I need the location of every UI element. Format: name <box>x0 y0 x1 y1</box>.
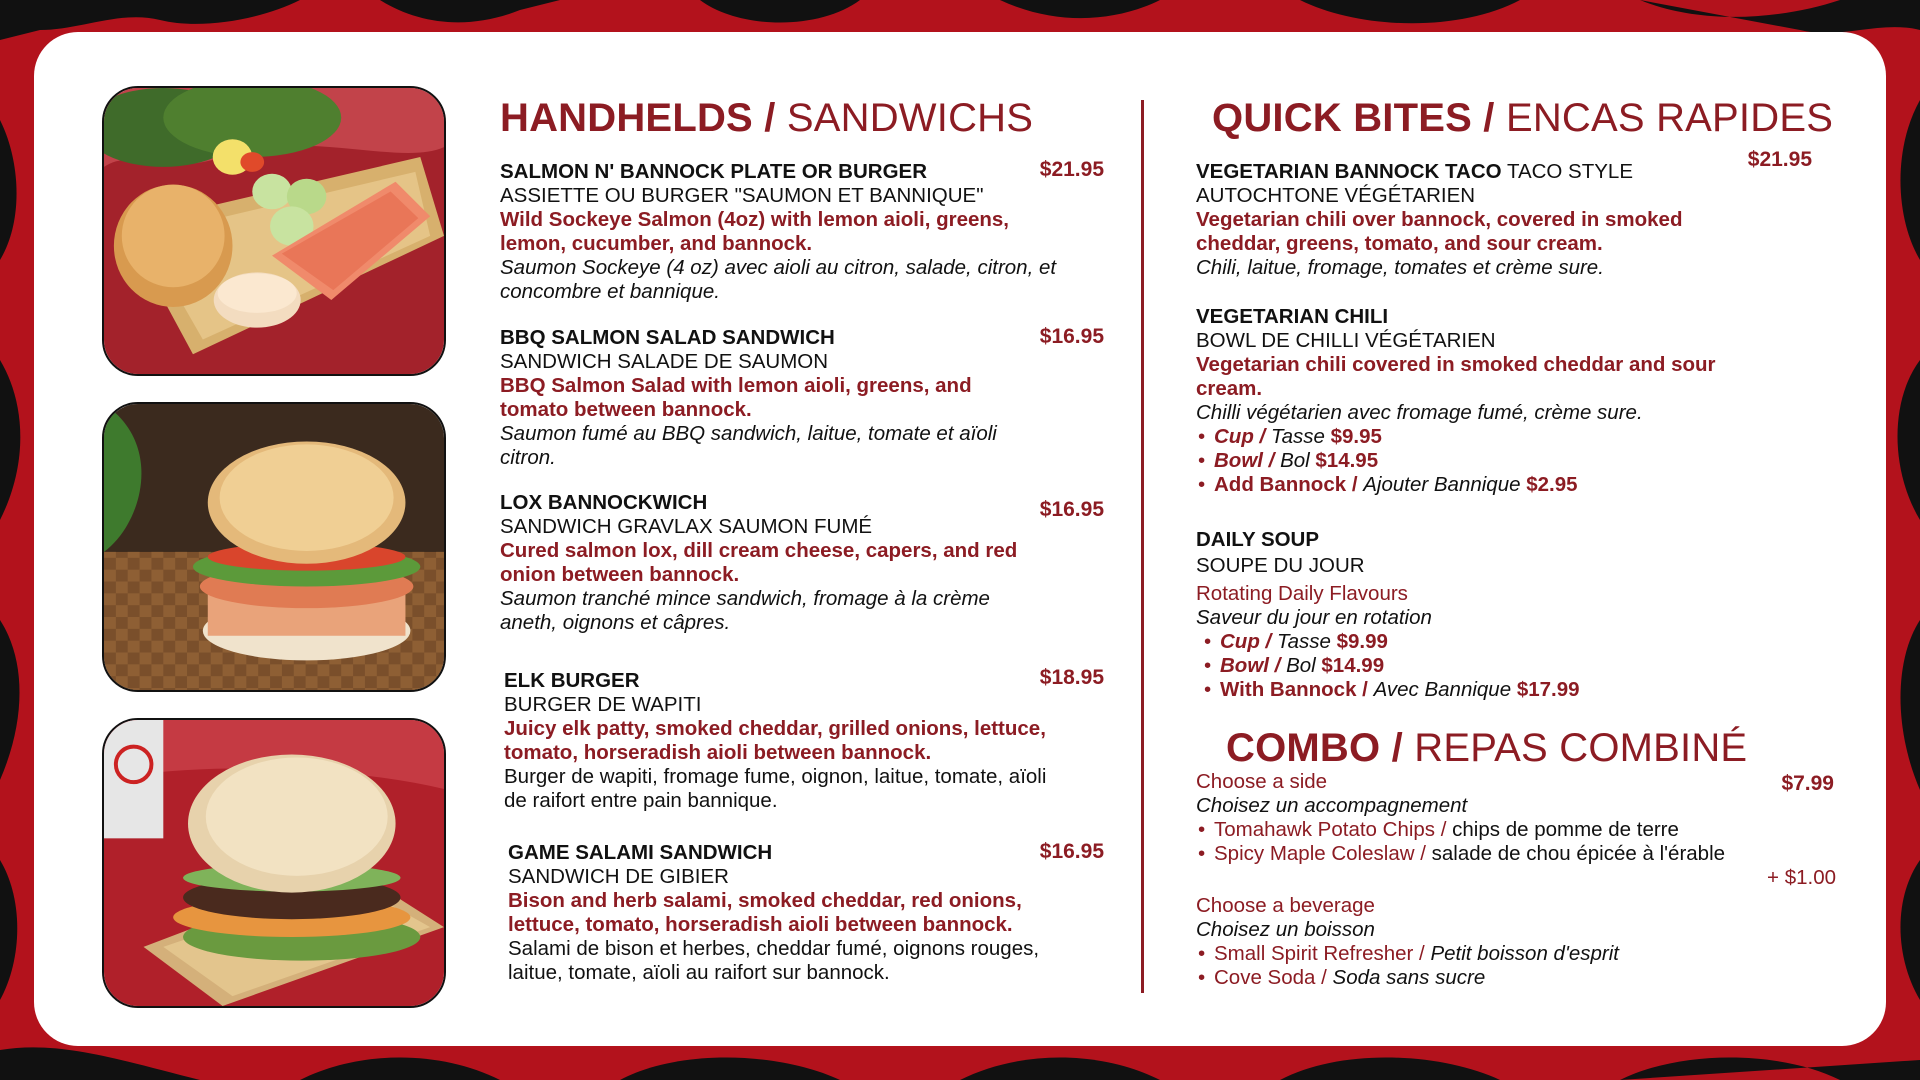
salmon-burger-photo <box>102 402 446 692</box>
menu-item-daily-soup <box>1196 528 1756 702</box>
item-name-fr: SANDWICH SALADE DE SAUMON <box>500 350 829 373</box>
bev-cove-soda: • Cove Soda / Soda sans sucre <box>1214 966 1836 990</box>
item-desc-en: Vegetarian chili over bannock, covered in smoked cheddar, greens, tomato, and sour cream. <box>1196 208 1683 255</box>
menu-item-game-salami <box>508 841 1048 985</box>
menu-item-veg-taco <box>1196 160 1756 280</box>
item-name-en: DAILY SOUP <box>1196 528 1320 551</box>
menu-item-salmon-bannock <box>500 160 1060 304</box>
item-name-en: VEGETARIAN BANNOCK TACO <box>1196 160 1502 183</box>
item-desc-en: Bison and herb salami, smoked cheddar, red onions, lettuce, tomato, horseradish aioli between bannock. <box>508 889 1022 936</box>
price-combo: $7.99 <box>1781 772 1834 795</box>
option-bowl: • Bowl / Bol $14.95 <box>1214 449 1776 473</box>
combo-title-en: COMBO / <box>1226 726 1403 770</box>
item-name-fr: SANDWICH DE GIBIER <box>508 865 729 888</box>
option-with-bannock: • With Bannock / Avec Bannique $17.99 <box>1220 678 1756 702</box>
item-name-en: ELK BURGER <box>504 669 640 692</box>
handhelds-title-fr: SANDWICHS <box>786 96 1034 140</box>
price-salmon-bannock: $21.95 <box>1039 158 1104 181</box>
option-cup: • Cup / Tasse $9.99 <box>1220 630 1756 654</box>
item-name-fr: ASSIETTE OU BURGER "SAUMON ET BANNIQUE" <box>500 184 984 207</box>
item-name-en: GAME SALAMI SANDWICH <box>508 841 773 864</box>
price-lox: $16.95 <box>1039 498 1104 521</box>
combo-bev-en: Choose a beverage <box>1196 894 1375 917</box>
quick-bites-title-fr: ENCAS RAPIDES <box>1505 96 1834 140</box>
item-desc-fr: Chilli végétarien avec fromage fumé, crème sure. <box>1196 401 1643 424</box>
salmon-plate-photo <box>102 86 446 376</box>
price-game-salami: $16.95 <box>1039 840 1104 863</box>
elk-burger-photo <box>102 718 446 1008</box>
option-add-bannock: • Add Bannock / Ajouter Bannique $2.95 <box>1214 473 1776 497</box>
item-desc-en: Cured salmon lox, dill cream cheese, capers, and red onion between bannock. <box>500 539 1018 586</box>
side-chips: • Tomahawk Potato Chips / chips de pomme de terre <box>1214 818 1836 842</box>
item-name-en: VEGETARIAN CHILI <box>1196 305 1389 328</box>
soup-options <box>1196 630 1756 702</box>
item-desc-fr: Saveur du jour en rotation <box>1196 606 1432 629</box>
item-name-en: LOX BANNOCKWICH <box>500 491 708 514</box>
side-coleslaw: • Spicy Maple Coleslaw / salade de chou épicée à l'érable <box>1214 842 1836 866</box>
item-desc-fr: Saumon fumé au BBQ sandwich, laitue, tomate et aïoli citron. <box>500 422 997 469</box>
price-bbq-salmon: $16.95 <box>1039 325 1104 348</box>
quick-bites-title <box>1212 96 1833 141</box>
item-desc-en: Rotating Daily Flavours <box>1196 582 1408 605</box>
handhelds-title-en: HANDHELDS / <box>500 96 776 140</box>
menu-item-elk-burger <box>504 669 1054 813</box>
combo-side-extra: + $1.00 <box>1767 866 1836 889</box>
item-desc-en: BBQ Salmon Salad with lemon aioli, greens, and tomato between bannock. <box>500 374 972 421</box>
item-name-en: BBQ SALMON SALAD SANDWICH <box>500 326 835 349</box>
price-veg-taco: $21.95 <box>1747 148 1812 171</box>
item-name-fr: SANDWICH GRAVLAX SAUMON FUMÉ <box>500 515 873 538</box>
handhelds-title <box>500 96 1033 141</box>
item-name-fr: AUTOCHTONE VÉGÉTARIEN <box>1196 184 1476 207</box>
price-elk-burger: $18.95 <box>1039 666 1104 689</box>
item-desc-en: Juicy elk patty, smoked cheddar, grilled onions, lettuce, tomato, horseradish aioli between bannock. <box>504 717 1046 764</box>
combo-side-fr: Choisez un accompagnement <box>1196 794 1468 817</box>
item-name-fr-inline: TACO STYLE <box>1506 160 1634 183</box>
combo-title-fr: REPAS COMBINÉ <box>1414 726 1748 770</box>
combo-bev-fr: Choisez un boisson <box>1196 918 1375 941</box>
combo-options <box>1196 770 1836 990</box>
combo-title <box>1226 726 1747 771</box>
item-desc-fr: Saumon tranché mince sandwich, fromage à la crème aneth, oignons et câpres. <box>500 587 990 634</box>
item-desc-fr: Saumon Sockeye (4 oz) avec aioli au citron, salade, citron, et concombre et bannique. <box>500 256 1057 303</box>
quick-bites-title-en: QUICK BITES / <box>1212 96 1495 140</box>
bev-spirit-refresher: • Small Spirit Refresher / Petit boisson d'esprit <box>1214 942 1836 966</box>
item-name-fr: BOWL DE CHILLI VÉGÉTARIEN <box>1196 329 1496 352</box>
item-name-fr: BURGER DE WAPITI <box>504 693 702 716</box>
item-desc-fr: Chili, laitue, fromage, tomates et crème sure. <box>1196 256 1604 279</box>
combo-side-en: Choose a side <box>1196 770 1328 793</box>
item-desc-fr: Salami de bison et herbes, cheddar fumé, oignons rouges, laitue, tomate, aïoli au raifort sur bannock. <box>508 937 1040 984</box>
menu-item-lox <box>500 491 1040 635</box>
combo-beverages-list <box>1196 942 1836 990</box>
item-name-fr: SOUPE DU JOUR <box>1196 554 1365 577</box>
item-desc-fr: Burger de wapiti, fromage fume, oignon, laitue, tomate, aïoli de raifort entre pain bannique. <box>504 765 1047 812</box>
item-desc-en: Vegetarian chili covered in smoked cheddar and sour cream. <box>1196 353 1716 400</box>
option-cup: • Cup / Tasse $9.95 <box>1214 425 1776 449</box>
chili-options <box>1196 425 1776 497</box>
menu-item-bbq-salmon <box>500 326 1040 470</box>
column-divider <box>1141 100 1144 993</box>
item-desc-en: Wild Sockeye Salmon (4oz) with lemon aioli, greens, lemon, cucumber, and bannock. <box>500 208 1010 255</box>
combo-sides-list <box>1196 818 1836 866</box>
item-name-en: SALMON N' BANNOCK PLATE OR BURGER <box>500 160 928 183</box>
option-bowl: • Bowl / Bol $14.99 <box>1220 654 1756 678</box>
menu-item-veg-chili <box>1196 305 1776 497</box>
